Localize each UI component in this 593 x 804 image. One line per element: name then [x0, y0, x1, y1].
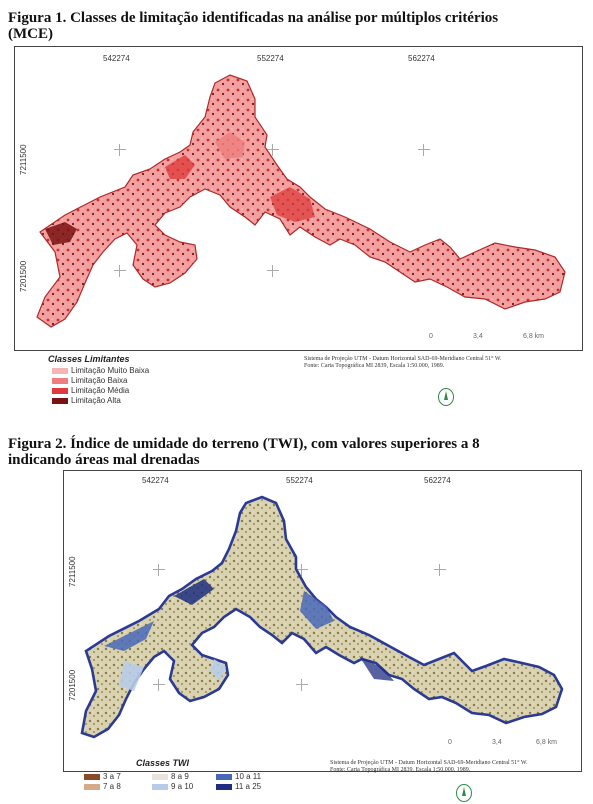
legend-swatch — [84, 784, 100, 790]
fig1-coord-top-2: 552274 — [257, 54, 284, 63]
figure2-map — [63, 470, 582, 772]
fig1-coord-left-2: 7201500 — [19, 260, 28, 292]
legend-label: Limitação Baixa — [71, 376, 128, 385]
legend-swatch — [152, 774, 168, 780]
fig1-legend-item — [52, 376, 127, 385]
fig2-source-note: Sistema de Projeção UTM - Datum Horizontal SAD-69-Meridiano Central 51° W. Fonte: Carta Topográfica MI 2839, Escala 1:50.000, 1989. — [330, 760, 528, 773]
fig1-coord-left-1: 7211500 — [19, 144, 28, 175]
fig1-legend-item — [52, 396, 121, 405]
legend-label: 3 a 7 — [103, 772, 121, 781]
fig2-scale-0: 0 — [448, 739, 452, 746]
legend-label: Limitação Média — [71, 386, 130, 395]
fig2-coord-left-1: 7211500 — [68, 556, 77, 587]
north-arrow-icon — [456, 784, 472, 802]
fig2-study-area — [64, 471, 581, 771]
fig2-legend-item — [216, 782, 261, 791]
legend-swatch — [216, 774, 232, 780]
legend-swatch — [52, 398, 68, 404]
fig2-coord-left-2: 7201500 — [68, 669, 77, 701]
fig1-legend-item — [52, 366, 149, 375]
fig2-legend-item — [84, 782, 121, 791]
figure1-map — [14, 46, 583, 351]
fig1-coord-top-3: 562274 — [408, 54, 435, 63]
fig2-legend-title: Classes TWI — [136, 758, 190, 768]
fig2-coord-top-1: 542274 — [142, 476, 169, 485]
legend-label: 10 a 11 — [235, 772, 262, 781]
fig1-scale-end: 6,8 km — [523, 333, 545, 340]
fig1-legend-title: Classes Limitantes — [48, 354, 130, 364]
legend-swatch — [52, 378, 68, 384]
legend-swatch — [52, 388, 68, 394]
fig1-study-area — [15, 47, 582, 350]
figure2-caption: Figura 2. Índice de umidade do terreno (TWI), com valores superiores a 8 indicando áreas mal drenadas — [8, 436, 480, 468]
fig2-legend-item — [216, 772, 261, 781]
fig2-legend-item — [84, 772, 121, 781]
fig1-coord-top-1: 542274 — [103, 54, 130, 63]
legend-swatch — [216, 784, 232, 790]
legend-label: 9 a 10 — [171, 782, 194, 791]
fig1-source-note: Sistema de Projeção UTM - Datum Horizontal SAD-69-Meridiano Central 51° W. Fonte: Carta Topográfica MI 2839, Escala 1:50.000, 1989. — [304, 356, 502, 369]
fig2-coord-top-3: 562274 — [424, 476, 451, 485]
north-arrow-icon — [438, 388, 454, 406]
legend-label: Limitação Alta — [71, 396, 121, 405]
legend-swatch — [52, 368, 68, 374]
fig1-scale-mid: 3,4 — [473, 333, 483, 340]
legend-swatch — [84, 774, 100, 780]
legend-label: 8 a 9 — [171, 772, 189, 781]
fig1-scale-0: 0 — [429, 333, 433, 340]
fig2-scale-end: 6,8 km — [536, 739, 558, 746]
fig1-legend-item — [52, 386, 129, 395]
figure1-caption: Figura 1. Classes de limitação identificadas na análise por múltiplos critérios (MCE) — [8, 10, 499, 42]
legend-label: Limitação Muito Baixa — [71, 366, 150, 375]
legend-label: 11 a 25 — [235, 782, 262, 791]
legend-label: 7 a 8 — [103, 782, 121, 791]
fig2-scale-mid: 3,4 — [492, 739, 502, 746]
fig2-legend-item — [152, 772, 189, 781]
fig2-coord-top-2: 552274 — [286, 476, 313, 485]
fig2-legend-item — [152, 782, 193, 791]
legend-swatch — [152, 784, 168, 790]
